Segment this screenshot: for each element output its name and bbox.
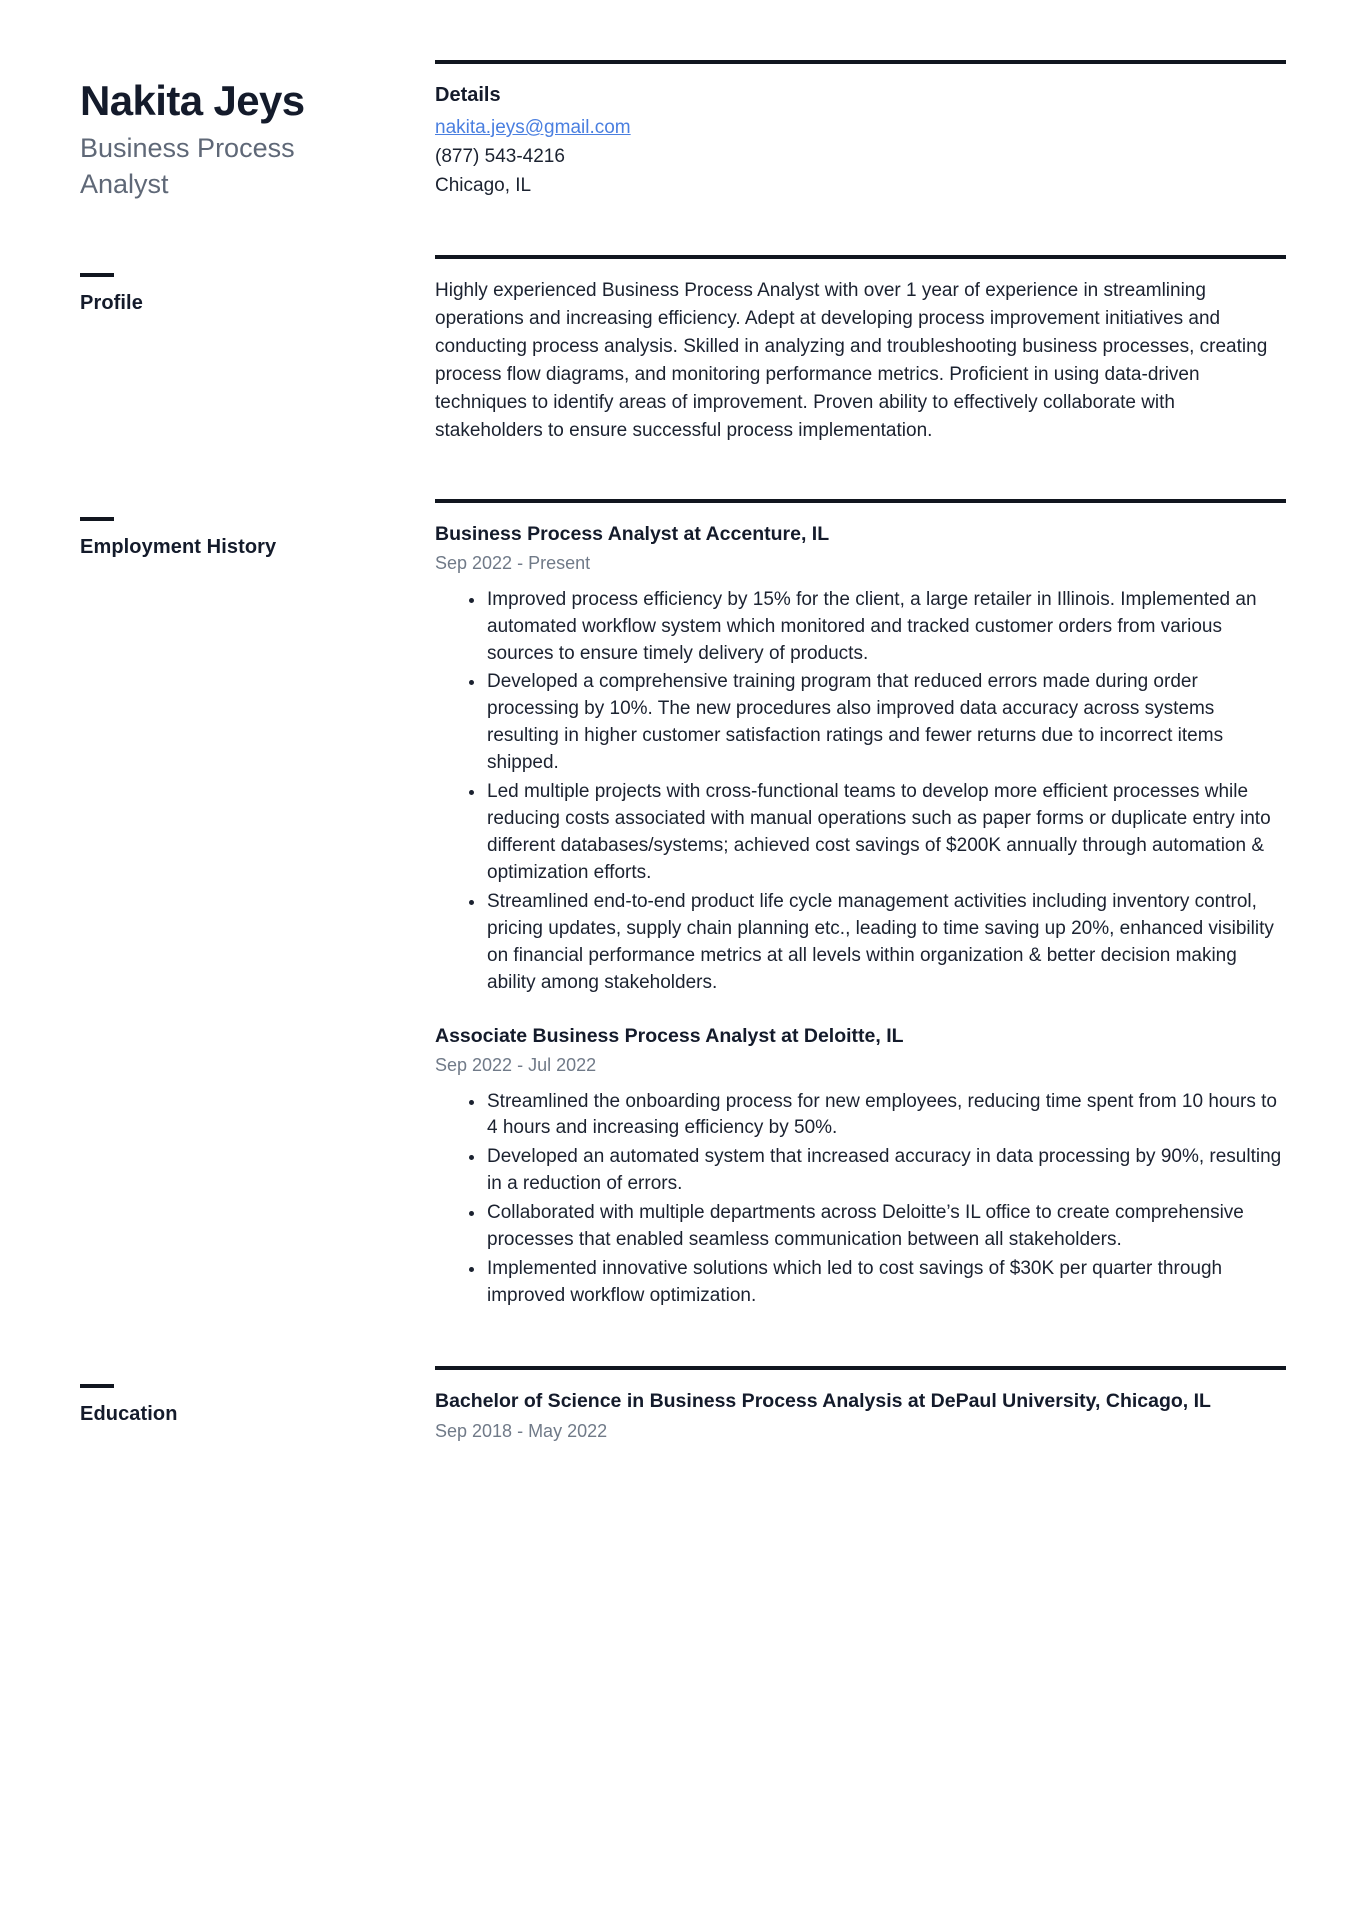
employment-content [435,499,1286,1312]
employment-entry [435,1023,1286,1310]
section-label-education: Education [80,1403,178,1426]
list-item: Developed a comprehensive training program that reduced errors made during order processing by 10%. The new procedures also improved data accuracy across systems resulting in higher customer satisfaction ratings and fewer returns due to incorrect items shipped. [469,669,1286,777]
page-title: Nakita Jeys [80,77,305,124]
entry-title: Business Process Analyst at Accenture, IL [435,523,830,546]
profile-content [435,255,1286,446]
education-section [80,1366,1286,1453]
entry-date: Sep 2022 - Present [435,553,591,574]
header-job-title: Business Process Analyst [80,133,295,200]
education-content [435,1366,1286,1453]
entry-title: Associate Business Process Analyst at Deloitte, IL [435,1025,904,1048]
entry-title: Bachelor of Science in Business Process Analysis at DePaul University, Chicago, IL [435,1390,1211,1413]
details-block [435,60,1286,201]
education-entry [435,1388,1286,1443]
employment-entry [435,521,1286,997]
email-link[interactable]: nakita.jeys@gmail.com [435,117,631,138]
list-item: Led multiple projects with cross-functional teams to develop more efficient processes while reducing costs associated with manual operations such as paper forms or duplicate entry into different databases/systems; achieved cost savings of $200K annually through automation & optimization efforts. [469,779,1286,887]
section-label-profile: Profile [80,291,143,314]
dash-icon [80,273,114,277]
details-location: Chicago, IL [435,174,532,196]
header-left [80,60,435,203]
profile-section [80,255,1286,446]
dash-icon [80,1384,114,1388]
entry-bullet-list [435,587,1286,998]
section-label-employment: Employment History [80,536,277,559]
details-heading: Details [435,84,501,106]
profile-label-wrap [80,255,435,316]
profile-divider [435,255,1286,259]
employment-section [80,499,1286,1312]
education-label-wrap [80,1366,435,1427]
header-section [80,60,1286,203]
entry-bullet-list [435,1089,1286,1311]
education-divider [435,1366,1286,1370]
details-phone: (877) 543-4216 [435,145,565,167]
entry-date: Sep 2022 - Jul 2022 [435,1055,597,1076]
details-divider [435,60,1286,64]
list-item: Developed an automated system that increased accuracy in data processing by 90%, resulting in a reduction of errors. [469,1144,1286,1198]
profile-text: Highly experienced Business Process Analyst with over 1 year of experience in streamlining operations and increasing efficiency. Adept at developing process improvement initiatives and conducting process analysis. Skilled in analyzing and troubleshooting business processes, creating process flow diagrams, and monitoring performance metrics. Proficient in using data-driven techniques to identify areas of improvement. Proven ability to effectively collaborate with stakeholders to ensure successful process implementation. [435,279,1268,442]
entry-date: Sep 2018 - May 2022 [435,1420,608,1441]
dash-icon [80,517,114,521]
employment-label-wrap [80,499,435,560]
list-item: Streamlined the onboarding process for new employees, reducing time spent from 10 hours to 4 hours and increasing efficiency by 50%. [469,1089,1286,1143]
list-item: Improved process efficiency by 15% for the client, a large retailer in Illinois. Implemented an automated workflow system which monitored and tracked customer orders from various sources to ensure timely delivery of products. [469,587,1286,668]
list-item: Implemented innovative solutions which led to cost savings of $30K per quarter through improved workflow optimization. [469,1256,1286,1310]
details-email-row [435,114,1286,143]
employment-divider [435,499,1286,503]
list-item: Collaborated with multiple departments across Deloitte’s IL office to create comprehensive processes that enabled seamless communication between all stakeholders. [469,1200,1286,1254]
list-item: Streamlined end-to-end product life cycle management activities including inventory control, pricing updates, supply chain planning etc., leading to time saving up 20%, enhanced visibility on financial performance metrics at all levels within organization & better decision making ability among stakeholders. [469,889,1286,997]
